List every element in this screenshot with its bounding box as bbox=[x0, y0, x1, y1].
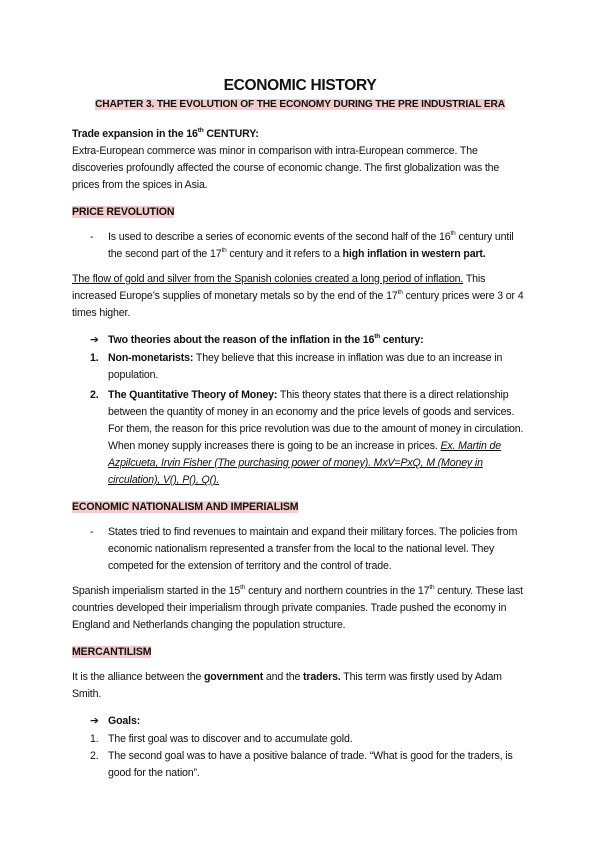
list-number: 2. bbox=[90, 389, 99, 401]
nationalism-bullet-text: States tried to find revenues to maintain and expand their military forces. The policies from economic nationalism represented a transfer from the local to the national level. They competed for the extension of territory and the control of trade. bbox=[108, 526, 518, 572]
flow-paragraph bbox=[72, 271, 528, 322]
mercantilism-intro bbox=[72, 669, 528, 703]
trade-section bbox=[72, 126, 528, 194]
nationalism-list bbox=[72, 524, 528, 575]
list-item bbox=[72, 748, 528, 782]
theory-name: Non-monetarists: bbox=[108, 352, 194, 364]
list-item bbox=[72, 524, 528, 575]
list-number: 2. bbox=[90, 750, 99, 762]
flow-text-a: This increased Europe’s supplies of monetary metals so by the end of the 17 bbox=[72, 273, 486, 302]
document-title: ECONOMIC HISTORY bbox=[223, 77, 377, 94]
list-item bbox=[72, 350, 528, 384]
intro-bold-government: government bbox=[203, 671, 264, 683]
theories-list bbox=[72, 350, 528, 489]
list-item bbox=[72, 229, 528, 263]
price-revolution-list bbox=[72, 229, 528, 263]
dash-bullet: - bbox=[90, 526, 94, 538]
chapter-subtitle bbox=[72, 98, 528, 112]
bullet-text-c: century and it refers to a bbox=[226, 248, 343, 260]
list-item bbox=[72, 731, 528, 748]
bullet-text-a: Is used to describe a series of economic events of the second half of the 16 bbox=[108, 231, 451, 243]
spanish-paragraph bbox=[72, 583, 528, 634]
trade-body: Extra-European commerce was minor in comparison with intra-European commerce. The discoveries profoundly affected the course of economic change. The first globalization was the prices from the spices in Asia. bbox=[72, 145, 500, 191]
intro-text-a: It is the alliance between the bbox=[72, 671, 204, 683]
price-revolution-heading-text: PRICE REVOLUTION bbox=[72, 206, 175, 218]
sup-th: th bbox=[240, 584, 246, 591]
intro-text-c: and the bbox=[263, 671, 304, 683]
theories-tail: century: bbox=[380, 334, 424, 346]
sup-th: th bbox=[397, 289, 403, 296]
document-page bbox=[72, 70, 528, 792]
spanish-text-a: Spanish imperialism started in the 15 bbox=[72, 585, 241, 597]
trade-heading-sup: th bbox=[197, 127, 204, 134]
arrow-bullet-icon: ➔ bbox=[90, 715, 99, 727]
theory-text: This theory states that there is a direct relationship between the quantity of money in an economy and the price levels of goods and services. For them, the reason for this price revolution was due to the amount of money in circulation. When money supply increases there is going to be an increase in prices. bbox=[108, 389, 524, 452]
spanish-text-c: century. These last countries developed their imperialism through private companies. Trade pushed the economy in England and Netherlands changing the population structure. bbox=[72, 585, 523, 631]
nationalism-heading bbox=[72, 499, 528, 516]
bullet-text-b: century until the second part of the 17 bbox=[108, 231, 514, 260]
bullet-bold-text: high inflation in western part. bbox=[342, 248, 486, 260]
list-item bbox=[72, 387, 528, 489]
trade-heading-tail: CENTURY: bbox=[203, 128, 259, 140]
spanish-text-b: century and northern countries in the 17 bbox=[245, 585, 430, 597]
theory-example: Ex. Martin de Azpilcueta, Irvin Fisher (The purchasing power of money). MxV=PxQ, M (Money in circulation), V(), P(), Q(). bbox=[108, 440, 501, 486]
theories-heading bbox=[72, 332, 528, 349]
dash-bullet: - bbox=[90, 231, 94, 243]
goals-heading bbox=[72, 713, 528, 730]
price-revolution-heading bbox=[72, 204, 528, 221]
intro-bold-traders: traders. bbox=[303, 671, 341, 683]
goals-label: Goals: bbox=[108, 715, 141, 727]
theory-name: The Quantitative Theory of Money: bbox=[108, 389, 278, 401]
list-number: 1. bbox=[90, 733, 99, 745]
mercantilism-heading bbox=[72, 644, 528, 661]
theories-text: Two theories about the reason of the inflation in the 16 bbox=[108, 334, 375, 346]
mercantilism-heading-text: MERCANTILISM bbox=[72, 646, 152, 658]
goal-text: The first goal was to discover and to accumulate gold. bbox=[108, 733, 353, 745]
trade-heading-text: Trade expansion in the 16 bbox=[72, 128, 198, 140]
intro-text-d: This term was firstly used by Adam Smith. bbox=[72, 671, 502, 700]
nationalism-heading-text: ECONOMIC NATIONALISM AND IMPERIALISM bbox=[72, 501, 299, 513]
theory-text: They believe that this increase in inflation was due to an increase in population. bbox=[108, 352, 503, 381]
goals-list bbox=[72, 731, 528, 782]
list-number: 1. bbox=[90, 352, 99, 364]
arrow-bullet-icon: ➔ bbox=[90, 334, 99, 346]
goal-text: The second goal was to have a positive balance of trade. “What is good for the traders, is good for the nation”. bbox=[108, 750, 513, 779]
flow-underlined-text: The flow of gold and silver from the Spanish colonies created a long period of inflation. bbox=[72, 273, 464, 285]
sup-th: th bbox=[221, 247, 227, 254]
flow-text-b: century prices were 3 or 4 times higher. bbox=[72, 290, 524, 319]
chapter-subtitle-text: CHAPTER 3. THE EVOLUTION OF THE ECONOMY DURING THE PRE INDUSTRIAL ERA bbox=[95, 99, 505, 110]
sup-th: th bbox=[374, 333, 381, 340]
sup-th: th bbox=[450, 230, 456, 237]
sup-th: th bbox=[429, 584, 435, 591]
trade-heading bbox=[72, 126, 528, 143]
